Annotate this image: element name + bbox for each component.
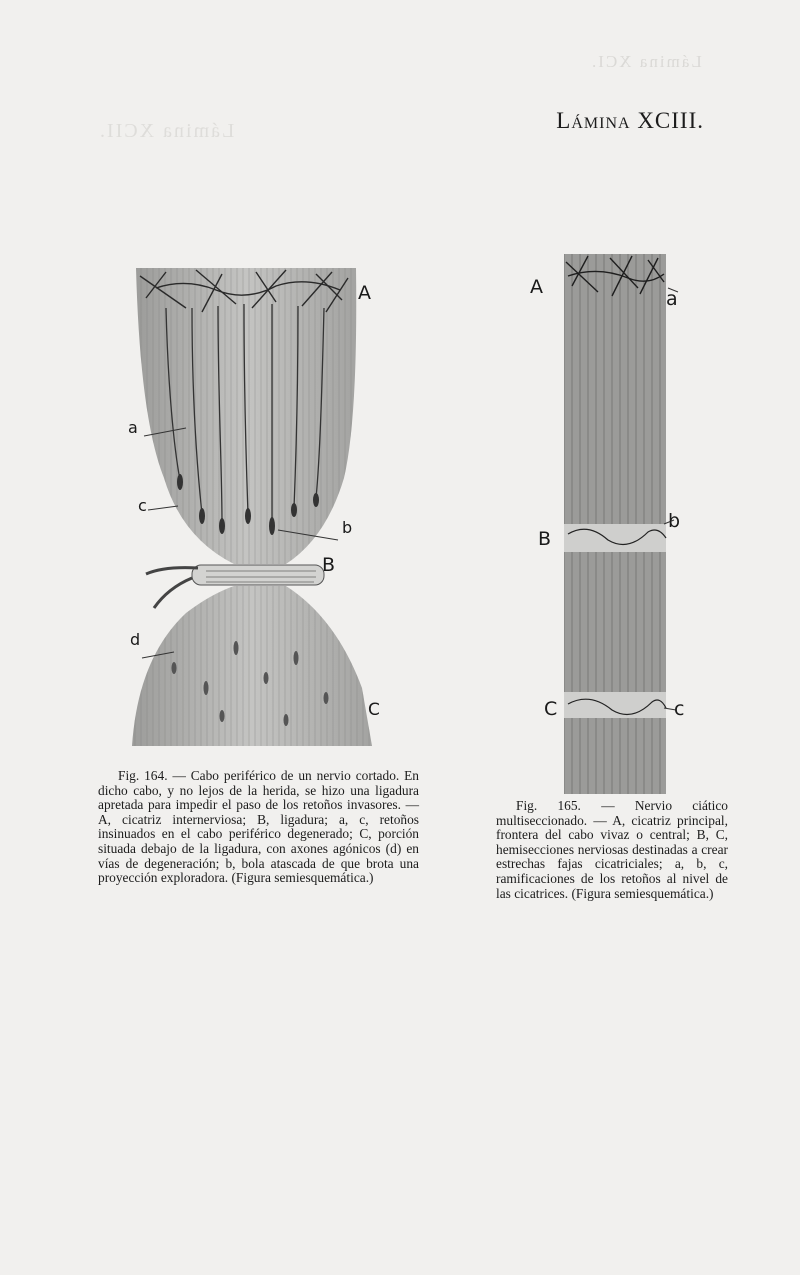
figure-165-label-A: A <box>530 276 543 298</box>
figure-165-caption-text: — Nervio ciático multiseccionado. — A, cicatriz principal, frontera del cabo vivaz o central; B, C, hemisecciones nerviosas destinadas a crear estrechas fajas cicatriciales; a, b, c, ramificaciones de los retoños al nivel de las cicatrices. (Figura semiesquemática.) <box>496 798 728 901</box>
figure-165-label-a: a <box>666 288 678 310</box>
figure-164-label-d: d <box>130 630 141 649</box>
figure-164-illustration <box>126 268 388 748</box>
figure-164-label-C: C <box>368 700 380 720</box>
figure-164-label-a: a <box>128 418 138 437</box>
figure-164-caption-text: — Cabo periférico de un nervio cortado. En dicho cabo, y no lejos de la herida, se hizo una ligadura apretada para impedir el paso de los retoños invasores. — A, cicatriz internerviosa; B, ligadura; a, c, retoños insinuados en el cabo periférico degenerado; C, porción situada debajo de la ligadura, con axones agónicos (d) en vías de degeneración; b, bola atascada de que brota una proyección exploradora. (Figura semiesquemática.) <box>98 768 419 886</box>
figure-164-label-A: A <box>358 282 371 304</box>
show-through-title-top: Lámina XCI. <box>590 52 702 71</box>
show-through-title-left: Lámina XCII. <box>98 120 235 142</box>
figure-165-caption-number: Fig. 165. <box>516 798 581 813</box>
figure-165-label-c: c <box>674 698 685 720</box>
figure-165-label-B: B <box>538 528 552 550</box>
figure-165-caption <box>496 799 728 901</box>
figure-164-caption-number: Fig. 164. <box>118 768 168 783</box>
figure-164-label-c: c <box>138 496 147 515</box>
figure-164-label-B: B <box>322 554 336 576</box>
figure-165-illustration <box>528 252 694 797</box>
plate-title: Lámina XCIII. <box>556 108 704 133</box>
figure-165-label-b: b <box>668 510 681 532</box>
figure-164-caption <box>98 769 419 886</box>
figure-165-label-C: C <box>544 698 558 720</box>
figure-164-label-b: b <box>342 518 353 537</box>
